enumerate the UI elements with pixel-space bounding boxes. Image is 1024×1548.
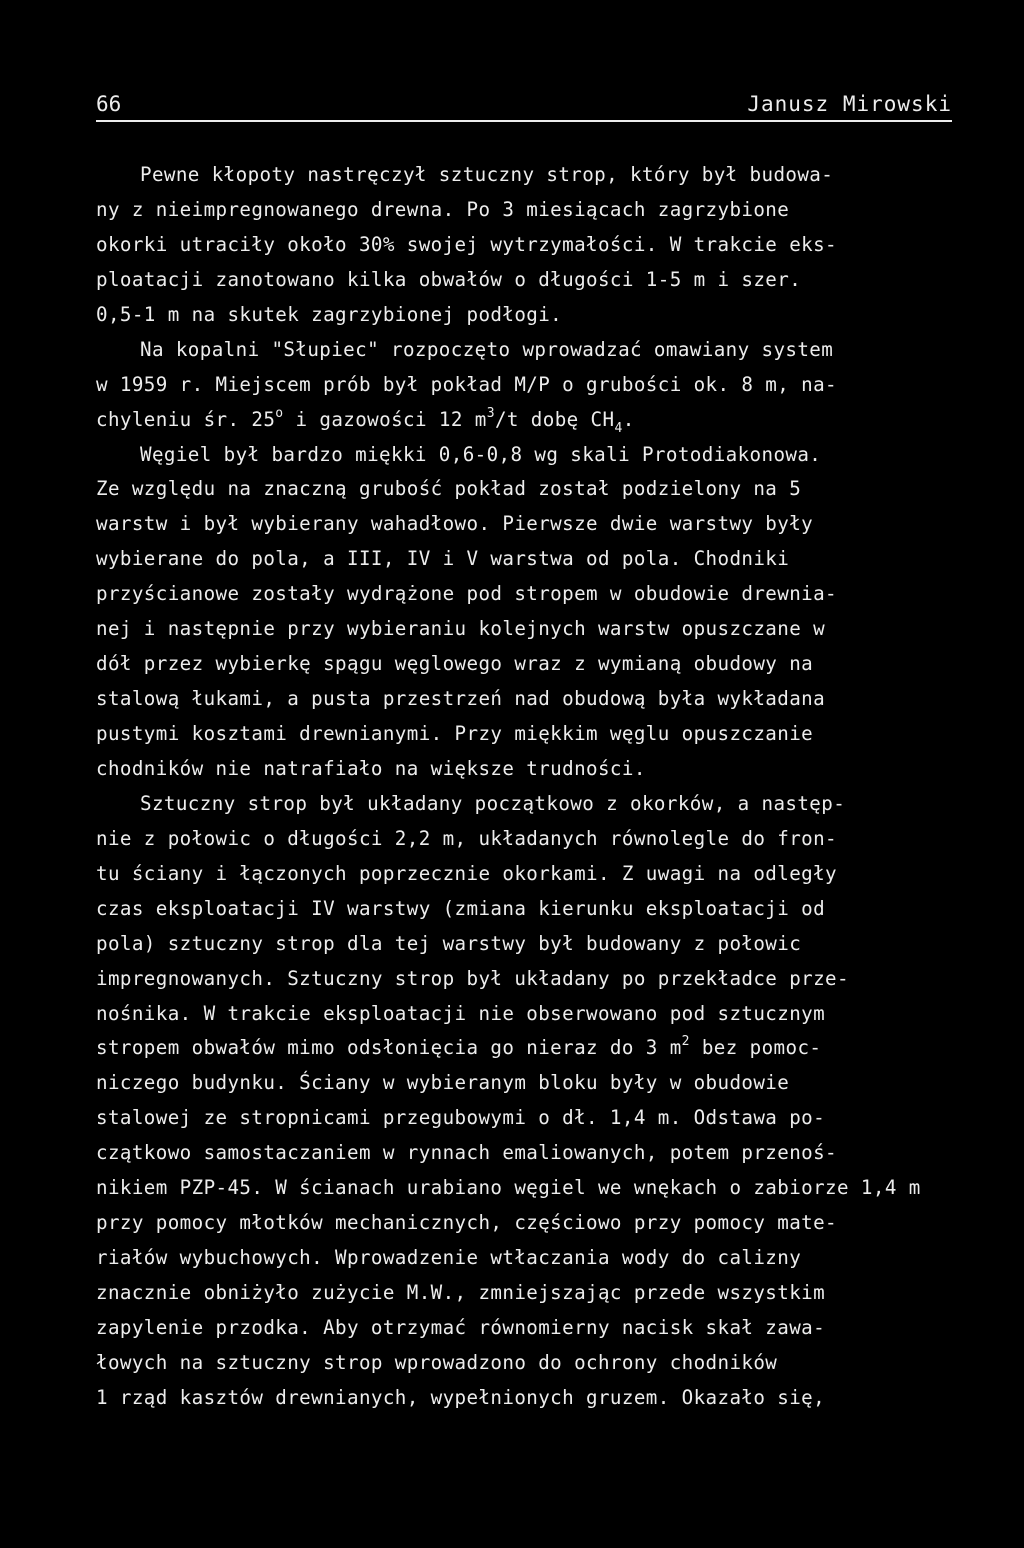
- text-run: pustymi kosztami drewnianymi. Przy miękkim węglu opuszczanie: [96, 722, 814, 745]
- text-line: [96, 822, 976, 857]
- text-line: [96, 507, 976, 542]
- text-line: [96, 368, 976, 403]
- text-line: [96, 682, 976, 717]
- text-run: okorki utraciły około 30% swojej wytrzymałości. W trakcie eks-: [96, 232, 838, 256]
- text-line: [96, 1031, 976, 1066]
- text-run: nośnika. W trakcie eksploatacji nie obserwowano pod sztucznym: [96, 1001, 826, 1025]
- text-run: chyleniu śr. 25: [96, 407, 276, 431]
- text-line: [96, 997, 976, 1032]
- text-run: stalowej ze stropnicami przegubowymi o dł. 1,4 m. Odstawa po-: [96, 1106, 826, 1130]
- text-run: Pewne kłopoty nastręczył sztuczny strop, który był budowa-: [140, 163, 834, 186]
- text-run: impregnowanych. Sztuczny strop był układany po przekładce prze-: [96, 966, 849, 990]
- text-run: Węgiel był bardzo miękki 0,6-0,8 wg skali Protodiakonowa.: [140, 442, 822, 466]
- text-run: 1 rząd kasztów drewnianych, wypełnionych gruzem. Okazało się,: [96, 1385, 826, 1409]
- text-line: [96, 403, 976, 438]
- text-run: nie z połowic o długości 2,2 m, układanych równolegle do fron-: [96, 826, 838, 850]
- text-line: [96, 1066, 976, 1101]
- subscript: 4: [614, 420, 623, 436]
- text-line: [96, 962, 976, 997]
- page-number: 66: [96, 92, 122, 116]
- author-name: Janusz Mirowski: [747, 92, 952, 116]
- text-line: [96, 892, 976, 927]
- text-line: [96, 158, 976, 193]
- text-line: [96, 1276, 976, 1311]
- text-run: 0,5-1 m na skutek zagrzybionej podłogi.: [96, 302, 563, 326]
- text-run: wybierane do pola, a III, IV i V warstwa od pola. Chodniki: [96, 547, 790, 571]
- text-line: [96, 1171, 976, 1206]
- text-line: [96, 927, 976, 962]
- text-run: tu ściany i łączonych poprzecznie okorkami. Z uwagi na odległy: [96, 861, 838, 885]
- text-line: [96, 542, 976, 577]
- text-line: [96, 1101, 976, 1136]
- text-line: [96, 472, 976, 507]
- body-text: [96, 158, 976, 1416]
- text-run: czątkowo samostaczaniem w rynnach emaliowanych, potem przenoś-: [96, 1141, 838, 1165]
- text-line: [96, 193, 976, 228]
- text-run: Sztuczny strop był układany początkowo z okorków, a następ-: [140, 791, 846, 815]
- text-run: chodników nie natrafiało na większe trudności.: [96, 756, 646, 780]
- text-run: dół przez wybierkę spągu węglowego wraz z wymianą obudowy na: [96, 652, 814, 676]
- text-line: [96, 1311, 976, 1346]
- text-run: ploatacji zanotowano kilka obwałów o długości 1-5 m i szer.: [96, 267, 802, 291]
- text-run: ny z nieimpregnowanego drewna. Po 3 miesiącach zagrzybione: [96, 197, 790, 221]
- text-run: .: [622, 407, 635, 431]
- text-line: [96, 228, 976, 263]
- text-line: [96, 717, 976, 752]
- superscript: 2: [681, 1034, 690, 1050]
- text-run: w 1959 r. Miejscem prób był pokład M/P o grubości ok. 8 m, na-: [96, 372, 838, 396]
- running-header: [96, 90, 952, 122]
- text-line: [96, 298, 976, 333]
- text-run: /t dobę CH: [494, 407, 615, 431]
- text-line: [96, 438, 976, 473]
- text-run: warstw i był wybierany wahadłowo. Pierwsze dwie warstwy były: [96, 512, 814, 536]
- text-run: stropem obwałów mimo odsłonięcia go nieraz do 3 m: [96, 1036, 682, 1060]
- text-run: znacznie obniżyło zużycie M.W., zmniejszając przede wszystkim: [96, 1281, 826, 1304]
- text-line: [96, 333, 976, 368]
- text-run: Ze względu na znaczną grubość pokład został podzielony na 5: [96, 477, 802, 501]
- text-line: [96, 612, 976, 647]
- text-line: [96, 1206, 976, 1241]
- superscript: 3: [486, 405, 495, 421]
- text-run: łowych na sztuczny strop wprowadzono do ochrony chodników: [96, 1350, 778, 1374]
- text-line: [96, 752, 976, 787]
- text-run: niczego budynku. Ściany w wybieranym bloku były w obudowie: [96, 1071, 790, 1095]
- text-run: przyścianowe zostały wydrążone pod stropem w obudowie drewnia-: [96, 582, 838, 606]
- superscript: o: [275, 405, 284, 421]
- text-line: [96, 1241, 976, 1276]
- text-run: Na kopalni "Słupiec" rozpoczęto wprowadzać omawiany system: [140, 337, 834, 361]
- text-line: [96, 1136, 976, 1171]
- text-run: nikiem PZP-45. W ścianach urabiano węgiel we wnękach o zabiorze 1,4 m: [96, 1176, 921, 1200]
- text-line: [96, 857, 976, 892]
- text-run: bez pomoc-: [689, 1036, 822, 1060]
- text-line: [96, 1346, 976, 1381]
- text-run: czas eksploatacji IV warstwy (zmiana kierunku eksploatacji od: [96, 896, 826, 920]
- text-run: nej i następnie przy wybieraniu kolejnych warstw opuszczane w: [96, 617, 826, 641]
- text-run: i gazowości 12 m: [283, 407, 487, 431]
- text-line: [96, 577, 976, 612]
- text-line: [96, 263, 976, 298]
- text-line: [96, 647, 976, 682]
- text-run: stalową łukami, a pusta przestrzeń nad obudową była wykładana: [96, 687, 826, 711]
- text-run: przy pomocy młotków mechanicznych, częściowo przy pomocy mate-: [96, 1211, 838, 1235]
- text-run: pola) sztuczny strop dla tej warstwy był budowany z połowic: [96, 931, 802, 955]
- text-line: [96, 787, 976, 822]
- text-run: zapylenie przodka. Aby otrzymać równomierny nacisk skał zawa-: [96, 1315, 826, 1339]
- text-line: [96, 1381, 976, 1416]
- text-run: riałów wybuchowych. Wprowadzenie wtłaczania wody do calizny: [96, 1246, 802, 1270]
